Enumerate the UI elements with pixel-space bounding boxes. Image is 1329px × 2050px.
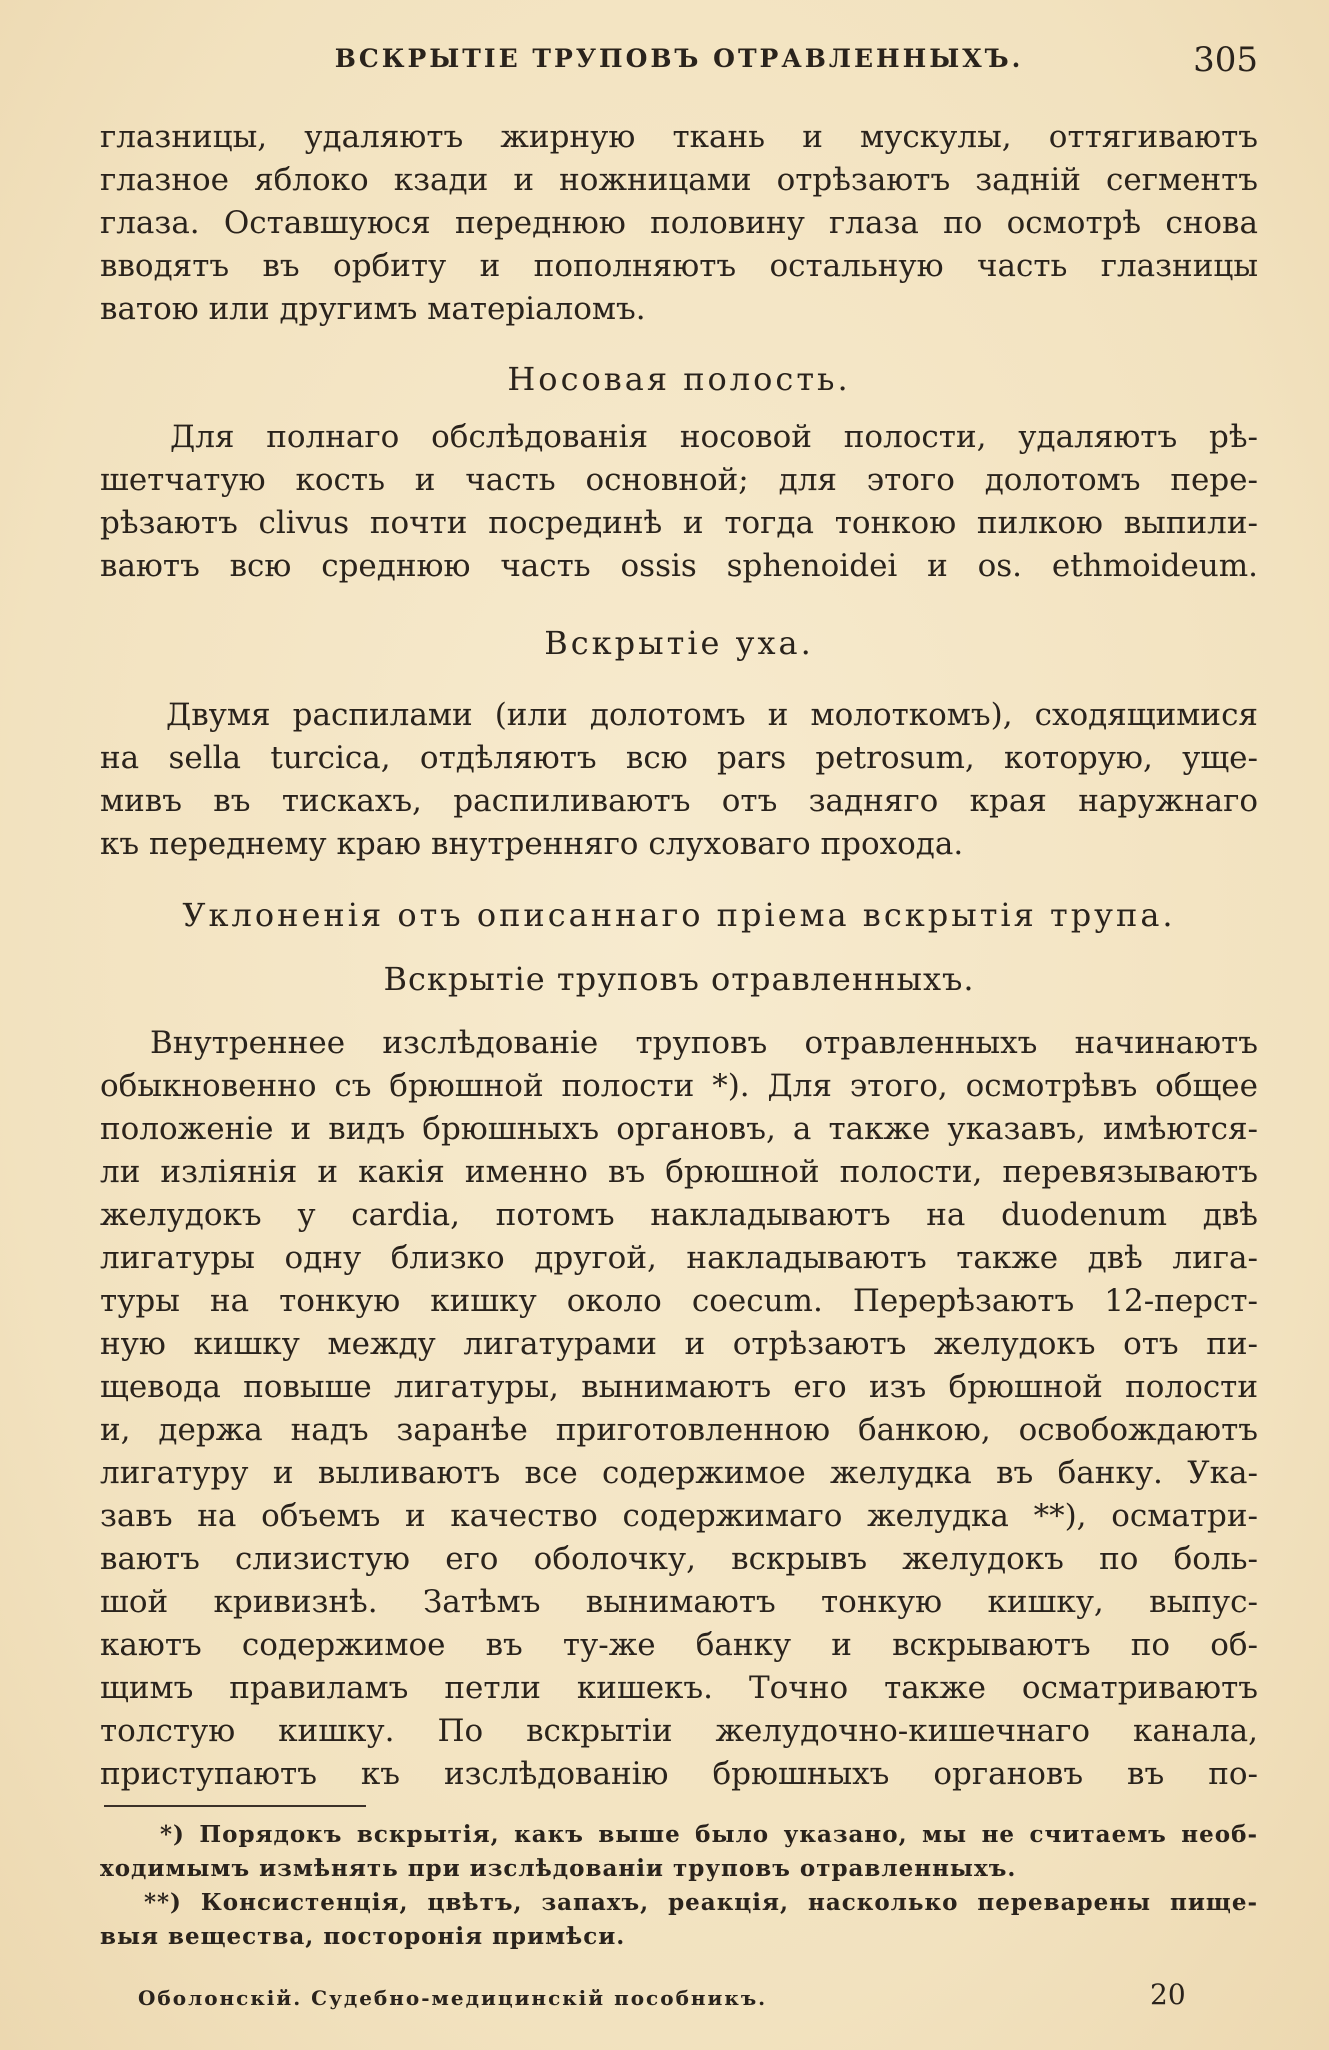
text-line: положеніе и видъ брюшныхъ органовъ, а также указавъ, имѣются- [100,1111,1258,1147]
text-line: глазницы, удаляютъ жирную ткань и мускулы, оттягиваютъ [100,119,1258,155]
footnote-line: **) Консистенція, цвѣтъ, запахъ, реакція, насколько переварены пище- [144,1889,1258,1916]
section-deviations [100,896,1258,934]
section-heading: Вскрытіе труповъ отравленныхъ. [383,960,975,998]
text-line: ли изліянія и какія именно въ брюшной полости, перевязываютъ [100,1154,1258,1190]
section-ear-body [100,694,1258,866]
text-line: ную кишку между лигатурами и отрѣзаютъ желудокъ отъ пи- [100,1326,1258,1362]
section-heading: Уклоненія отъ описаннаго пріема вскрытія трупа. [182,896,1176,934]
text-line: обыкновенно съ брюшной полости *). Для этого, осмотрѣвъ общее [100,1068,1258,1104]
footnote-line: выя вещества, посторонія примѣси. [100,1923,626,1950]
signature-line: Оболонскій. Судебно-медицинскій пособникъ. [138,1986,768,2010]
text-line: желудокъ у cardia, потомъ накладываютъ на duodenum двѣ [100,1197,1258,1233]
text-line: къ переднему краю внутренняго слуховаго прохода. [100,826,964,862]
signature-number: 20 [1150,1978,1186,2011]
text-line: приступаютъ къ изслѣдованію брюшныхъ органовъ въ по- [100,1756,1258,1792]
text-line: щевода повыше лигатуры, вынимаютъ его изъ брюшной полости [100,1369,1258,1405]
footnote-divider [104,1805,366,1807]
text-line: глаза. Оставшуюся переднюю половину глаза по осмотрѣ снова [100,205,1258,241]
text-line: лигатуры одну близко другой, накладываютъ также двѣ лига- [100,1240,1258,1276]
footnote-line: *) Порядокъ вскрытія, какъ выше было указано, мы не считаемъ необ- [160,1821,1258,1848]
footnotes [100,1818,1258,1954]
section-ear [100,624,1258,662]
running-head [100,40,1258,84]
text-line: щимъ правиламъ петли кишекъ. Точно также осматриваютъ [100,1670,1258,1706]
text-line: завъ на объемъ и качество содержимаго желудка **), осматри- [100,1498,1258,1534]
text-line: мивъ въ тискахъ, распиливаютъ отъ задняго края наружнаго [100,783,1258,819]
text-line: Внутреннее изслѣдованіе труповъ отравленныхъ начинаютъ [150,1025,1258,1061]
footnote-line: ходимымъ измѣнять при изслѣдованіи труповъ отравленныхъ. [100,1855,1017,1882]
text-line: на sella turcica, отдѣляютъ всю pars petrosum, которую, ущe- [100,740,1258,776]
text-line: лигатуру и выливаютъ все содержимое желудка въ банку. Ука- [100,1455,1258,1491]
text-line: шетчатую кость и часть основной; для этого долотомъ пере- [100,462,1258,498]
intro-paragraph [100,116,1258,331]
text-line: шой кривизнѣ. Затѣмъ вынимаютъ тонкую кишку, выпус- [100,1584,1258,1620]
text-line: рѣзаютъ clivus почти посрединѣ и тогда тонкою пилкою выпили- [100,505,1258,541]
section-heading: Носовая полость. [507,360,851,398]
text-line: толстую кишку. По вскрытіи желудочно-кишечнаго канала, [100,1713,1258,1749]
section-poisoned [100,960,1258,998]
text-line: и, держа надъ заранѣе приготовленною банкою, освобождаютъ [100,1412,1258,1448]
section-nasal-body [100,416,1258,588]
text-line: ватою или другимъ матеріаломъ. [100,291,646,327]
text-line: ваютъ слизистую его оболочку, вскрывъ желудокъ по боль- [100,1541,1258,1577]
page-number: 305 [1193,40,1258,80]
text-line: каютъ содержимое въ ту-же банку и вскрываютъ по об- [100,1627,1258,1663]
section-heading: Вскрытіе уха. [544,624,814,662]
text-line: Двумя распилами (или долотомъ и молоткомъ), сходящимися [166,697,1258,733]
text-line: Для полнаго обслѣдованія носовой полости, удаляютъ рѣ- [170,419,1258,455]
running-title: ВСКРЫТІЕ ТРУПОВЪ ОТРАВЛЕННЫХЪ. [334,44,1024,73]
text-line: вводятъ въ орбиту и пополняютъ остальную часть глазницы [100,248,1258,284]
text-line: туры на тонкую кишку около coecum. Перерѣзаютъ 12-перст- [100,1283,1258,1319]
section-nasal [100,360,1258,398]
text-line: глазное яблоко кзади и ножницами отрѣзаютъ задній сегментъ [100,162,1258,198]
section-poisoned-body [100,1022,1258,1796]
text-line: ваютъ всю среднюю часть ossis sphenoidei и os. ethmoideum. [100,548,1258,584]
